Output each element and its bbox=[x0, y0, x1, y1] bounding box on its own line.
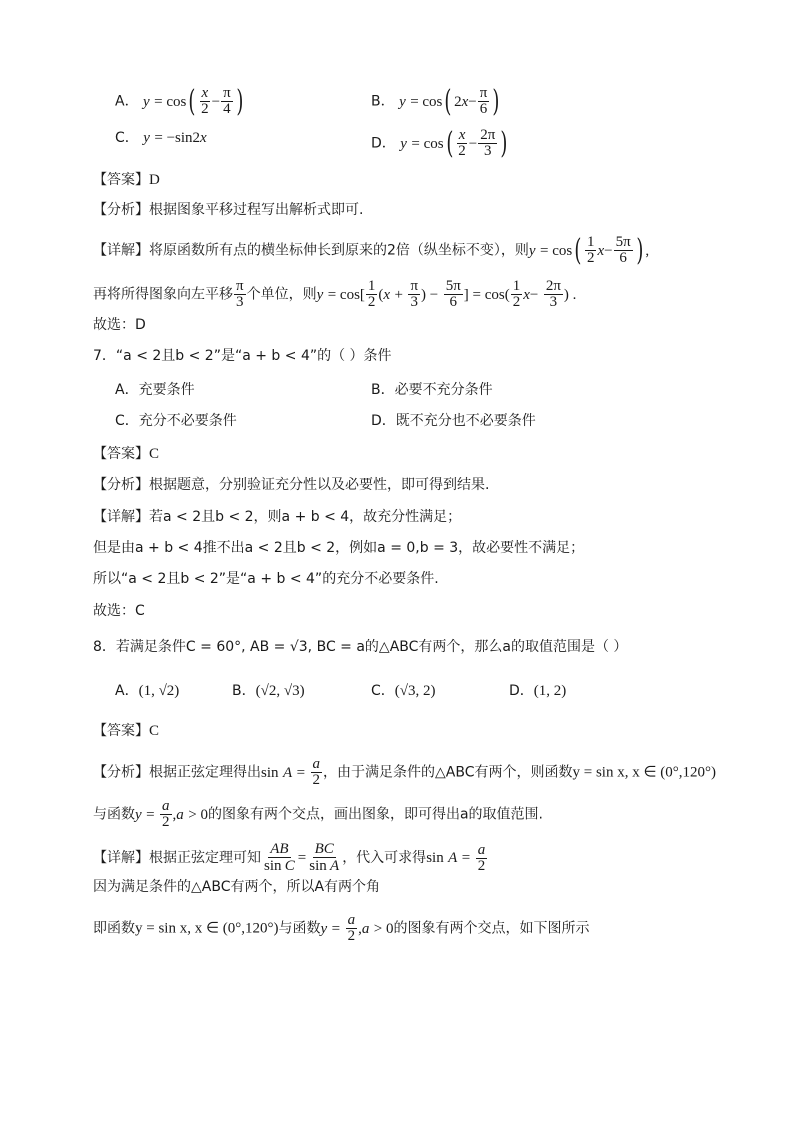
q6-analysis bbox=[93, 200, 363, 220]
q6-detail-expr-2: y = cos[ $\frac{1}{2}$ (x + $\frac{\pi}{3}$ ) − $\frac{5\pi}{6}$ ] = cos( $\frac{1}{2}$ x− $\frac{2\pi}{3}$ ) . bbox=[316, 278, 577, 310]
q6-detail-text-2b: 个单位，则 bbox=[246, 286, 317, 303]
q6-answer-value: D bbox=[149, 172, 160, 188]
q6-analysis-text: 根据图象平移过程写出解析式即可. bbox=[149, 202, 364, 218]
q6-option-a-expr: y = cos( $\frac{x}{2}$ − $\frac{\pi}{4}$ ) bbox=[143, 83, 244, 119]
q8-answer-value: C bbox=[149, 723, 160, 739]
q6-option-a-label: A． bbox=[115, 93, 139, 110]
q7-stem-text: “a < 2且b < 2”是“a + b < 4”的（ ）条件 bbox=[115, 348, 392, 364]
q6-conclusion: 故选：D bbox=[93, 317, 146, 333]
q8-stem bbox=[93, 637, 627, 657]
q8-detail-line-3: 即函数y = sin x, x ∈ (0°,120°)与函数y = $\frac{a}{2}$ ,a > 0的图象有两个交点，如下图所示 bbox=[93, 912, 590, 944]
q7-analysis-text: 根据题意，分别验证充分性以及必要性，即可得到结果. bbox=[149, 477, 490, 493]
q7-detail-line-1 bbox=[93, 507, 461, 527]
q6-option-d bbox=[371, 125, 510, 161]
q7-detail-text-1: 若a < 2且b < 2，则a + b < 4，故充分性满足； bbox=[149, 509, 462, 525]
q8-analysis-expr-2: y = sin x, x ∈ (0°,120°) bbox=[572, 764, 717, 781]
q6-option-c-expr: y = −sin2x bbox=[143, 130, 207, 146]
q6-detail-text-1: 将原函数所有点的横坐标伸长到原来的2倍（纵坐标不变），则 bbox=[149, 242, 529, 259]
q7-analysis-tag: 【分析】 bbox=[93, 477, 149, 493]
q7-answer-value: C bbox=[149, 446, 160, 462]
q6-answer-tag: 【答案】 bbox=[93, 172, 149, 188]
q7-detail-tag: 【详解】 bbox=[93, 509, 149, 525]
q8-detail-expr-4: y = $\frac{a}{2}$ ,a > 0 bbox=[320, 912, 394, 944]
q8-option-a: A．(1, √2) bbox=[115, 683, 180, 699]
q7-answer-tag: 【答案】 bbox=[93, 446, 149, 462]
q8-option-c-value: (√3, 2) bbox=[394, 683, 436, 699]
q7-stem bbox=[93, 346, 392, 366]
q8-option-c: C．(√3, 2) bbox=[371, 683, 436, 699]
q8-analysis-expr-1: sin A = $\frac{a}{2}$ bbox=[261, 756, 321, 788]
q8-number: 8． bbox=[93, 639, 116, 655]
q7-conclusion: 故选：C bbox=[93, 603, 145, 619]
q6-option-d-label: D． bbox=[371, 135, 396, 152]
q8-stem-text: 若满足条件C = 60°, AB = √3, BC = a的△ABC有两个，那么a的取值范围是（ ） bbox=[115, 639, 628, 655]
q8-detail-expr-2: sin A = $\frac{a}{2}$ bbox=[426, 841, 486, 874]
q7-option-c: C．充分不必要条件 bbox=[115, 413, 237, 429]
q6-option-c-label: C． bbox=[115, 130, 139, 146]
q7-detail-line-2: 但是由a + b < 4推不出a < 2且b < 2，例如a = 0,b = 3，故必要性不满足； bbox=[93, 540, 585, 556]
q8-detail-line-2: 因为满足条件的△ABC有两个，所以A有两个角 bbox=[93, 879, 381, 895]
q6-detail-expr-1: y = cos( $\frac{1}{2}$ x− $\frac{5\pi}{6}$ ) , bbox=[528, 232, 650, 268]
q8-option-a-value: (1, √2) bbox=[138, 683, 180, 699]
q8-analysis-expr-3: y = $\frac{a}{2}$ ,a > 0 bbox=[135, 798, 208, 830]
q6-detail-text-2a: 再将所得图象向左平移 bbox=[93, 286, 233, 303]
q8-detail-line-1: 【详解】根据正弦定理可知 $\frac{AB}{\text{sin C}}$ = $\frac{BC}{\text{sin A}}$ ，代入可求得sin A = $\frac{a}{2}$ bbox=[93, 842, 488, 874]
q7-option-a: A．充要条件 bbox=[115, 382, 195, 398]
q8-answer bbox=[93, 721, 159, 741]
q8-option-b: B．(√2, √3) bbox=[232, 683, 305, 699]
q7-analysis bbox=[93, 475, 489, 495]
q7-detail-line-3: 所以“a < 2且b < 2”是“a + b < 4”的充分不必要条件. bbox=[93, 571, 439, 587]
q6-option-b-label: B． bbox=[371, 93, 395, 110]
q8-option-b-value: (√2, √3) bbox=[255, 683, 305, 699]
q8-detail-expr-3: y = sin x, x ∈ (0°,120°) bbox=[135, 920, 279, 937]
q6-detail-line-1 bbox=[93, 232, 650, 268]
q8-analysis-line-2: 与函数y = $\frac{a}{2}$ ,a > 0的图象有两个交点，画出图象，即可得出a的取值范围. bbox=[93, 798, 543, 830]
q7-option-d: D．既不充分也不必要条件 bbox=[371, 413, 536, 429]
q6-option-b bbox=[371, 83, 502, 119]
q6-analysis-tag: 【分析】 bbox=[93, 202, 149, 218]
q8-option-d: D．(1, 2) bbox=[509, 683, 567, 699]
q7-number: 7． bbox=[93, 348, 116, 364]
q6-option-b-expr: y = cos( 2x− $\frac{\pi}{6}$ ) bbox=[399, 83, 500, 119]
q6-detail-tag: 【详解】 bbox=[93, 242, 149, 259]
q8-analysis-tag: 【分析】 bbox=[93, 764, 149, 781]
q8-detail-expr-1: $\frac{AB}{\text{sin C}}$ = $\frac{BC}{\text{sin A}}$ bbox=[264, 841, 340, 874]
q6-option-d-expr: y = cos( $\frac{x}{2}$ − $\frac{2\pi}{3}$ ) bbox=[400, 125, 508, 161]
q7-option-b: B．必要不充分条件 bbox=[371, 382, 493, 398]
q8-answer-tag: 【答案】 bbox=[93, 723, 149, 739]
q7-answer bbox=[93, 444, 159, 464]
q6-option-c bbox=[115, 128, 207, 148]
q6-option-a bbox=[115, 83, 245, 119]
q8-analysis-line-1: 【分析】根据正弦定理得出sin A = $\frac{a}{2}$ ，由于满足条件的△ABC有两个，则函数y = sin x, x ∈ (0°,120°) bbox=[93, 756, 717, 788]
q6-detail-line-2: 再将所得图象向左平移 $\frac{\pi}{3}$ 个单位，则y = cos[ $\frac{1}{2}$ (x + $\frac{\pi}{3}$ ) − $\frac{5\pi}{6}$ ] = cos( $\frac{1}{2}$ x− $\frac{2\pi}{3}$ ) . bbox=[93, 278, 577, 310]
q6-answer bbox=[93, 170, 160, 190]
q8-option-d-value: (1, 2) bbox=[533, 683, 567, 699]
q8-detail-tag: 【详解】 bbox=[93, 850, 149, 866]
